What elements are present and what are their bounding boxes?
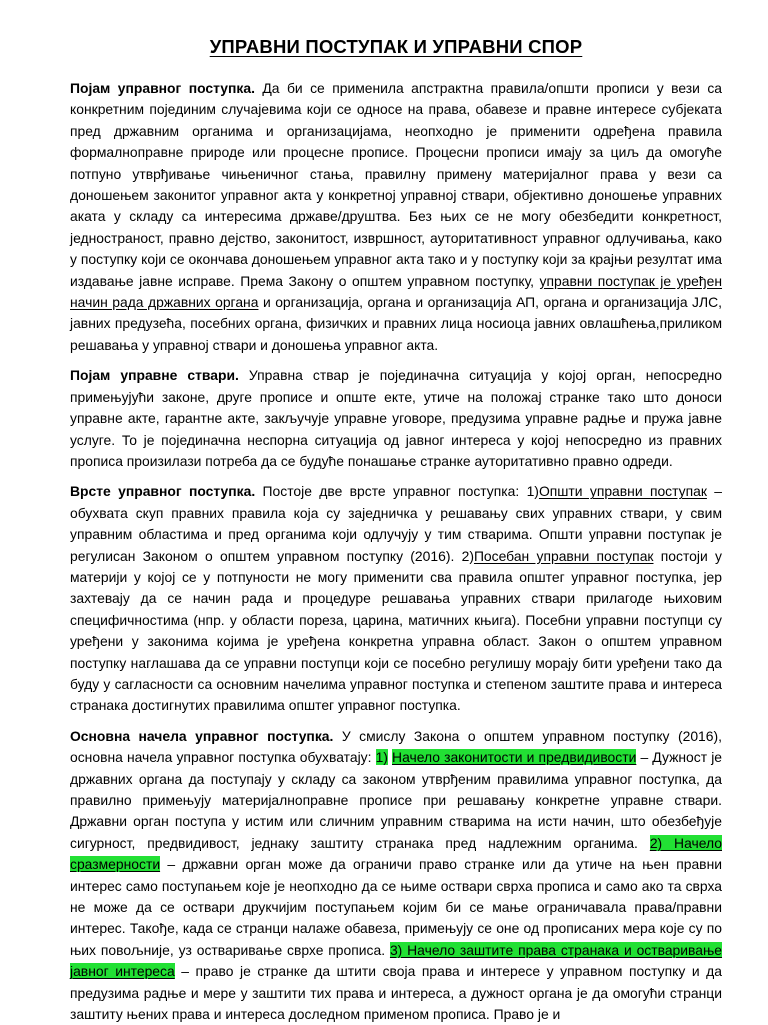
document-title: УПРАВНИ ПОСТУПАК И УПРАВНИ СПОР (209, 36, 583, 57)
paragraph-text: Управна ствар је појединачна ситуација у којој орган, непосредно примењујући законе, друге прописе и опште екте, утиче на положај странке тако што доноси управне акте, гарантне акте, закључује управне уговоре, предузима управне радње и пружа јавне услуге. То је појединачна неспорна ситуација од јавног интереса у којој непосредно из правних прописа произилази потреба да се будуће понашање странке ауторитативно правно одреди. (70, 367, 722, 469)
paragraph-procedure-types (70, 481, 722, 716)
paragraph-heading: Појам управног поступка. (70, 80, 255, 96)
paragraph-basic-principles (70, 726, 722, 1025)
paragraph-heading: Основна начела управног поступка. (70, 727, 334, 744)
paragraph-text: Да би се применила апстрактна правила/општи прописи у вези са конкретним појединим случајевима који се односе на права, обавезе и правне интересе субјеката пред државним органима и организацијама, неопходно је применити одређена правила формалноправне природе или процесне прописе. Процесни прописи имају за циљ да омогуће потпуно утврђивање чињеничног стања, правилну примену материјалног права у вези са доношењем законитог управног акта у конкретној управној ствари, објективно доношење управних аката у складу са интересима државе/друштва. Без њих се не могу обезбедити конкретност, једностраност, правно дејство, законитост, извршност, ауторитативност управног одлучивања, како у поступку који се окончава доношењем управног акта тако и у поступку који за крајњи резултат има издавање јавне исправе. Према Закону о општем управном поступку, (70, 80, 723, 289)
paragraph-heading: Врсте управног поступка. (70, 483, 256, 500)
highlighted-text: 3) Начело заштите права странака и остваривање јавног интереса (70, 941, 723, 980)
highlighted-text: 2) Начело сразмерности (70, 834, 722, 873)
paragraph-text: и организација, органа и организација АП, органа и организација ЈЛС, јавних предузећа, посебних органа, физичких и правних лица носиоца јавних овлашћења,приликом решавања у управној ствари и доношења управног акта. (70, 294, 723, 353)
underlined-text: Посебан управни поступак (473, 547, 654, 564)
paragraph-heading: Појам управне ствари. (70, 367, 239, 384)
paragraph-text: Постоје две врсте управног поступка: 1) (255, 483, 539, 500)
paragraph-text: У смислу Закона о општем управном поступку (2016), основна начела управног поступка обухватају: (70, 727, 722, 766)
paragraph-text: – Дужност је државних органа да поступају у складу са законом утврђеним правилима управног поступка, да правилно примењују материјалноправне прописе при решавању конкретне управне ствари. Државни орган поступа у истим или сличним управним стварима на исти начин, што обезбеђује сигурност, предвидивост, једнаку заштиту странака пред надлежним органима. (70, 749, 723, 851)
paragraph-text: – државни орган може да ограничи право странке или да утиче на њен правни интерес само поступањем које је неопходно да се њиме оствари сврха прописа и само ако та сврха не може да се оствари друкчијим поступањем којим би се мање ограничавала права/правни интерес. Такође, када се странци налаже обавеза, примењују се оне од прописаних мера које су по њих повољније, уз остваривање сврхе прописа. (70, 856, 722, 958)
paragraph-text: – право је странке да штити своја права и интересе у управном поступку и да предузима радње и мере у заштити тих права и интереса, а дужност органа је да омогући странци заштиту њених права и интереса доследном применом прописа. Право је и (70, 963, 722, 1023)
underlined-text: управни поступак је уређен начин рада државних органа (70, 272, 723, 311)
paragraph-text: постоји у материји у којој се у потпуности не могу применити сва правила општег управног поступка, јер захтевају да се начин рада и процедуре решавања управних ствари прилагоде њиховим специфичностима (нпр. у области пореза, царина, матичних књига). Посебни управни поступци су уређени у законима којима је уређена конкретна управна област. Закон о општем управном поступку наглашава да се управни поступци који се посебно регулишу морају бити уређени тако да буду у сагласности са основним начелима управног поступка и степеном заштите права и интереса странака достигнутих правилима општег управног поступка. (70, 547, 722, 714)
highlighted-text: Начело законитости и предвидивости (392, 749, 637, 766)
highlighted-text: 1) (375, 749, 388, 766)
paragraph-administrative-procedure (70, 78, 722, 356)
paragraph-text: – обухвата скуп правних правила која су заједничка у решавању свих управних ствари, у свим управним областима и пред органима који одлучују у тим стварима. Општи управни поступак је регулисан Законом о општем управном поступку (2016). 2) (70, 483, 722, 564)
underlined-text: Општи управни поступак (538, 483, 707, 500)
paragraph-administrative-matter (70, 365, 722, 472)
